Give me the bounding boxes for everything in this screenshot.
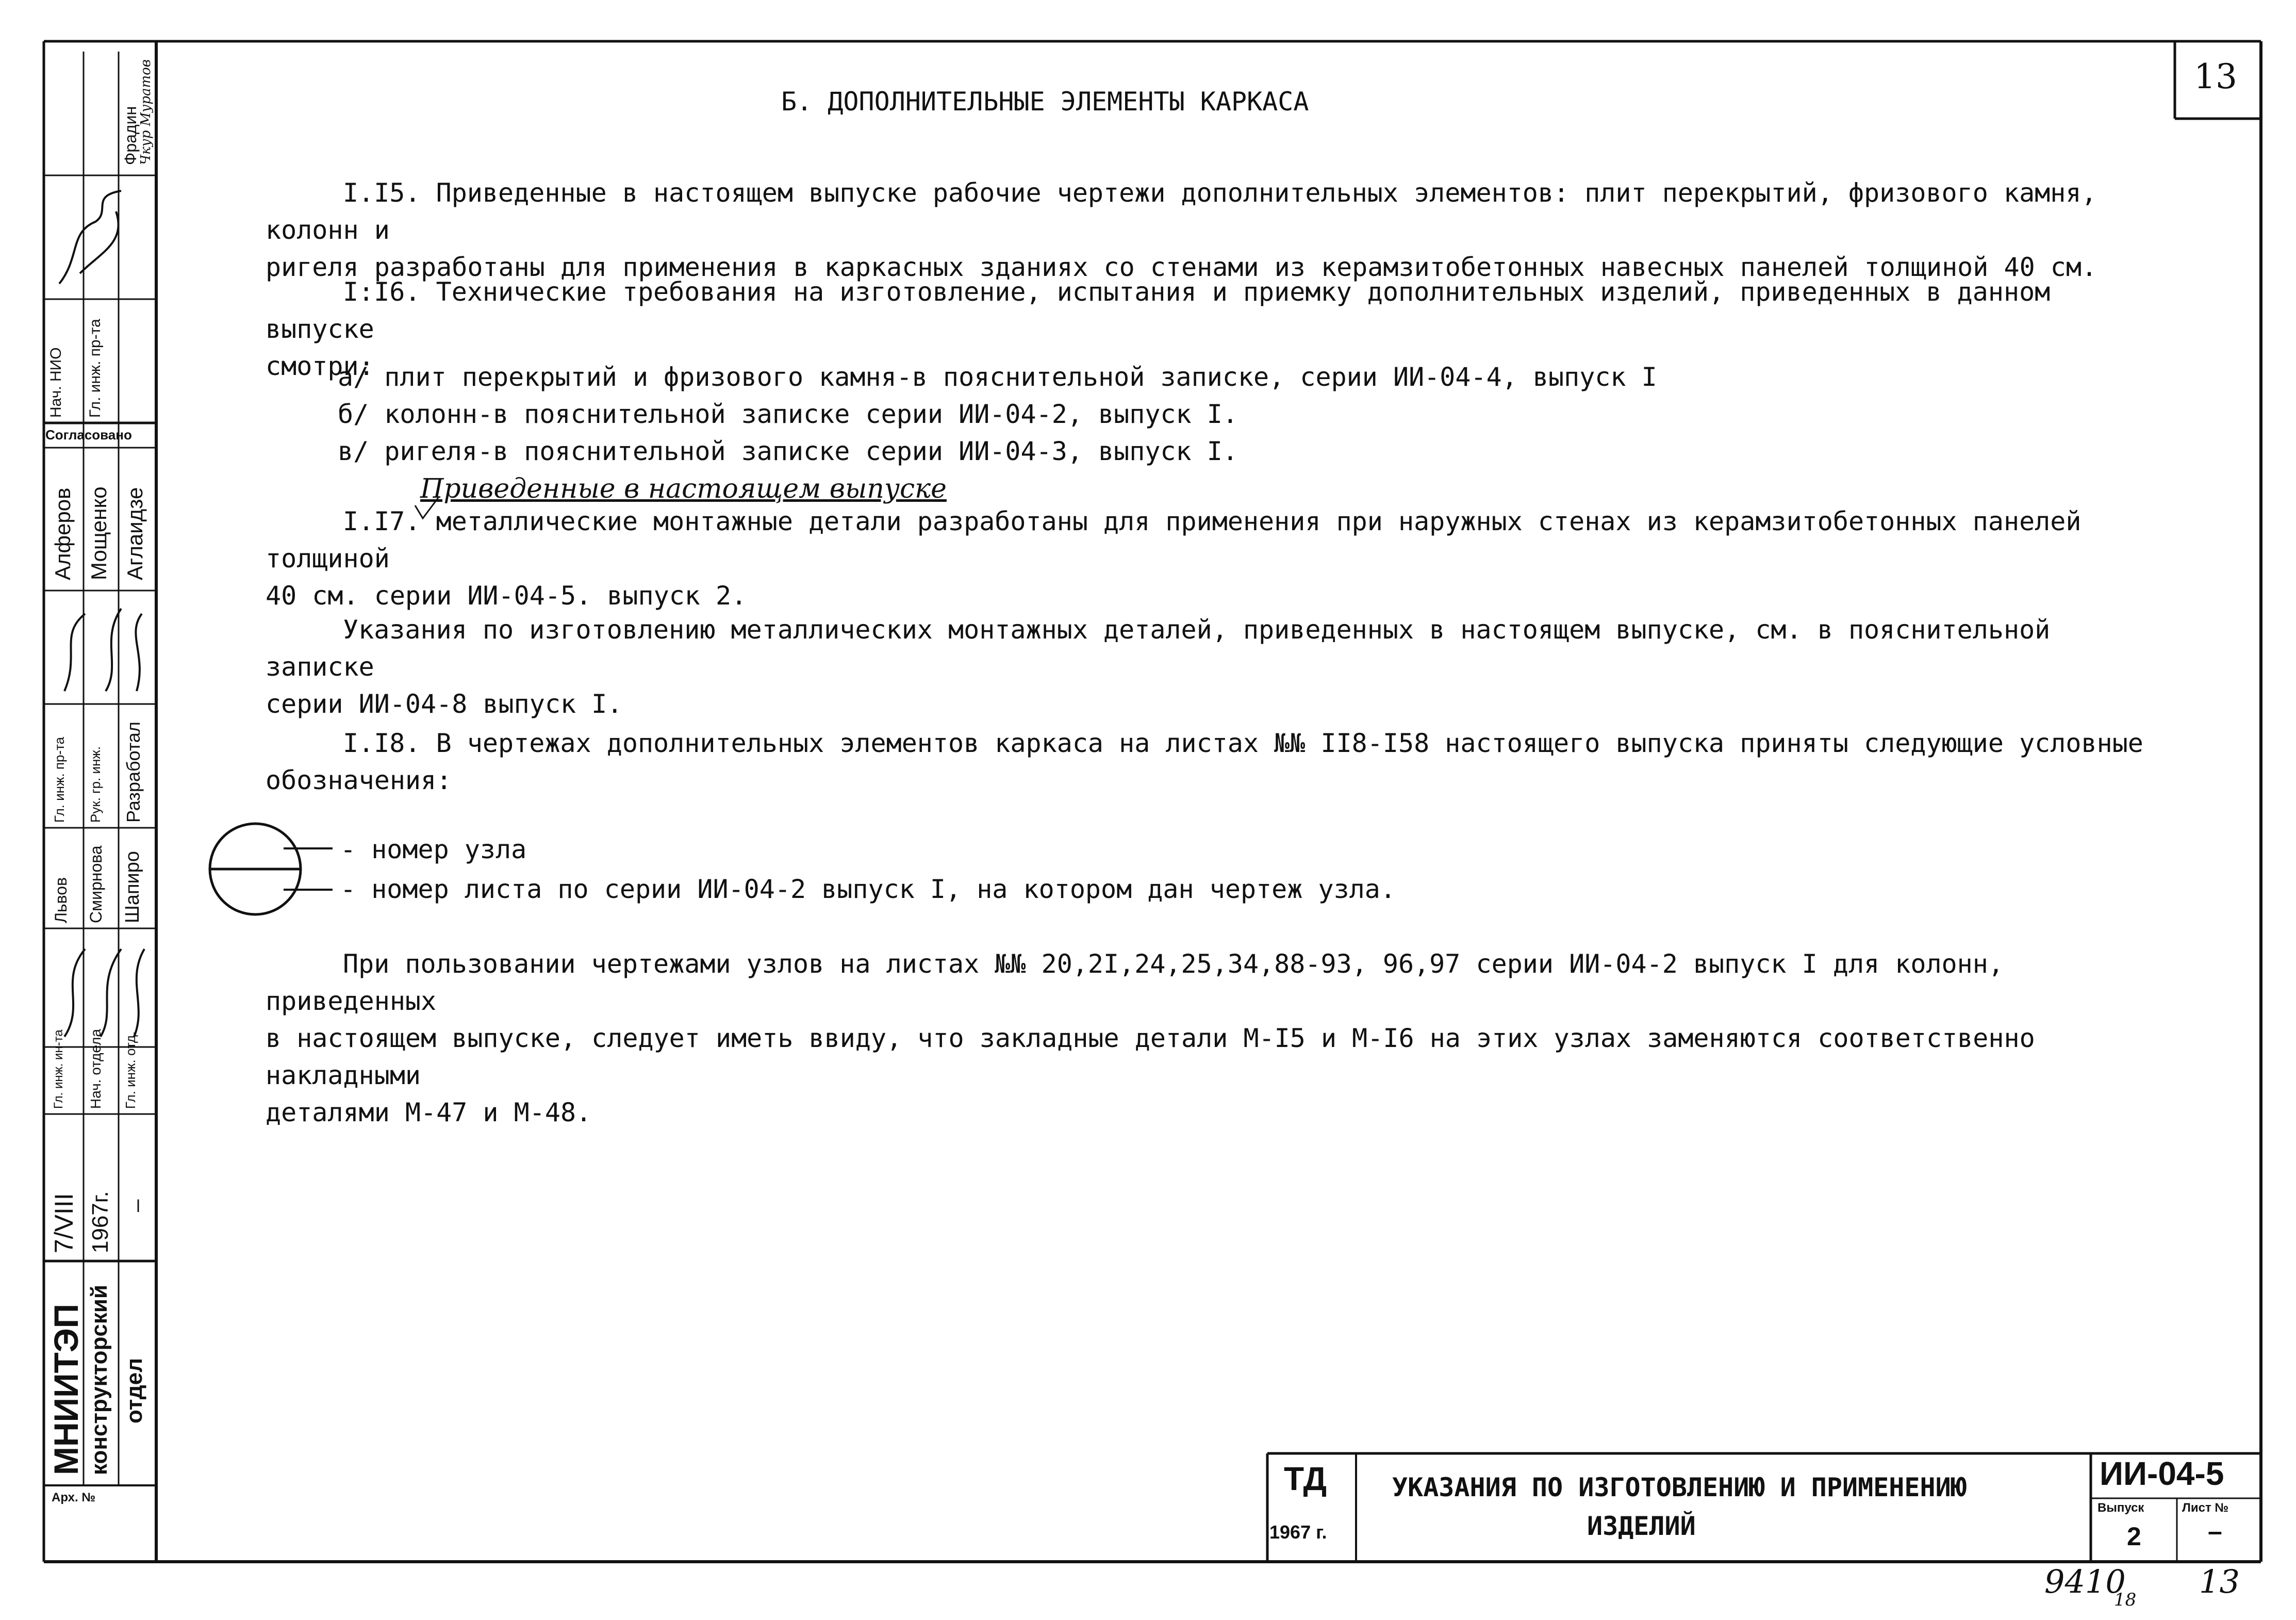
- paragraph-line: серии ИИ-04-8 выпуск I.: [266, 689, 623, 719]
- paragraph-usage: [266, 945, 2173, 1131]
- approval-date: 7/VIII: [49, 1193, 78, 1253]
- list-item: в/ ригеля-в пояснительной записке серии ИИ-04-3, выпуск I.: [338, 436, 1238, 466]
- role-label: Рук. гр. инж.: [88, 746, 103, 823]
- paragraph-1-18: [266, 725, 2173, 799]
- paragraph-line: деталями М-47 и М-48.: [266, 1098, 592, 1127]
- signature-scribble: [49, 181, 152, 294]
- titleblock-sheet-value: –: [2208, 1517, 2222, 1546]
- approval-year: 1967г.: [88, 1191, 113, 1253]
- signature-name: Мощенко: [87, 486, 111, 580]
- paragraph-line: 40 см. серии ИИ-04-5. выпуск 2.: [266, 581, 747, 611]
- legend-node-number: - номер узла: [340, 834, 527, 864]
- paragraph-line: I.I8. В чертежах дополнительных элементов каркаса на листах №№ II8-I58 настоящего выпуска приняты следующие условные: [343, 728, 2143, 758]
- node-symbol-icon: [206, 820, 351, 923]
- footer-number-left: 9410: [2044, 1563, 2126, 1600]
- footer-number-left-sub: 18: [2114, 1590, 2137, 1610]
- paragraph-line: Указания по изготовлению металлических монтажных деталей, приведенных в настоящем выпуске, см. в пояснительной записке: [266, 615, 2051, 682]
- role-label: Разработал: [123, 722, 144, 823]
- role-label: Гл. инж. пр-та: [87, 319, 104, 418]
- archive-label: Арх. №: [52, 1491, 96, 1504]
- titleblock-issue-label: Выпуск: [2097, 1501, 2144, 1515]
- signature-name: Шапиро: [122, 850, 143, 923]
- role-label: Нач. НИО: [47, 347, 64, 418]
- list-item: а/ плит перекрытий и фризового камня-в пояснительной записке, серии ИИ-04-4, выпуск I: [338, 362, 1657, 392]
- signature-name: Аглаидзе: [123, 487, 147, 580]
- signature-name: Чкур Муратов: [138, 59, 154, 165]
- section-heading: Б. ДОПОЛНИТЕЛЬНЫЕ ЭЛЕМЕНТЫ КАРКАСА: [781, 87, 1309, 117]
- paragraph-line: смотри:: [266, 351, 374, 381]
- titleblock-issue-value: 2: [2127, 1522, 2141, 1551]
- paragraph-line: I:I6. Технические требования на изготовление, испытания и приемку дополнительных изделий, приведенных в данном выпуске: [266, 277, 2051, 344]
- signature-name: Смирнова: [87, 845, 105, 923]
- titleblock-title-line2: ИЗДЕЛИЙ: [1587, 1511, 1696, 1541]
- titleblock-series: ИИ-04-5: [2100, 1455, 2224, 1492]
- signature-name: Львов: [52, 877, 70, 923]
- role-label: Гл. инж. отд.: [123, 1031, 138, 1109]
- paragraph-line: в настоящем выпуске, следует иметь ввиду, что закладные детали М-I5 и М-I6 на этих узлах заменяются соответственно накладными: [266, 1023, 2035, 1090]
- department-name: конструкторский: [87, 1284, 112, 1475]
- agreed-label: Согласовано: [45, 427, 132, 443]
- paragraph-line: I.I7. металлические монтажные детали разработаны для применения при наружных стенах из керамзитобетонных панелей толщиной: [266, 506, 2082, 574]
- handwritten-insert: Приведенные в настоящем выпуске: [420, 473, 947, 504]
- paragraph-instructions: [266, 611, 2173, 723]
- signature-scribble: [49, 934, 152, 1044]
- signature-scribble: [49, 593, 152, 701]
- footer-number-right: 13: [2199, 1563, 2240, 1600]
- paragraph-1-17: [266, 503, 2173, 614]
- role-label: Нач. отдела: [88, 1028, 104, 1109]
- org-name: МНИИТЭП: [47, 1303, 85, 1475]
- paragraph-1-15: [266, 174, 2173, 286]
- role-label: Гл. инж. пр-та: [52, 737, 67, 823]
- titleblock-title-line1: УКАЗАНИЯ ПО ИЗГОТОВЛЕНИЮ И ПРИМЕНЕНИЮ: [1392, 1472, 1967, 1502]
- paragraph-line: I.I5. Приведенные в настоящем выпуске рабочие чертежи дополнительных элементов: плит перекрытий, фризового камня, колонн и: [266, 178, 2097, 245]
- list-1-16: [338, 358, 2245, 470]
- approval-dash: –: [124, 1199, 149, 1212]
- titleblock-sheet-label: Лист №: [2182, 1501, 2229, 1515]
- signature-name: Алферов: [51, 487, 75, 580]
- signature-name: Фрадин: [121, 106, 140, 165]
- paragraph-line: обозначения:: [266, 765, 452, 795]
- paragraph-line: При пользовании чертежами узлов на листах №№ 20,2I,24,25,34,88-93, 96,97 серии ИИ-04-2 выпуск I для колонн, приведенных: [266, 949, 2004, 1016]
- department-name-2: отдел: [122, 1357, 147, 1423]
- role-label: Гл. инж. ин-та: [52, 1029, 65, 1109]
- titleblock-year: 1967 г.: [1269, 1521, 1327, 1543]
- page-number: 13: [2194, 57, 2237, 96]
- legend-sheet-number: - номер листа по серии ИИ-04-2 выпуск I, на котором дан чертеж узла.: [340, 874, 1396, 904]
- paragraph-line: ригеля разработаны для применения в каркасных зданиях со стенами из керамзитобетонных навесных панелей толщиной 40 см.: [266, 252, 2097, 282]
- list-item: б/ колонн-в пояснительной записке серии ИИ-04-2, выпуск I.: [338, 399, 1238, 429]
- titleblock-td: ТД: [1284, 1460, 1327, 1497]
